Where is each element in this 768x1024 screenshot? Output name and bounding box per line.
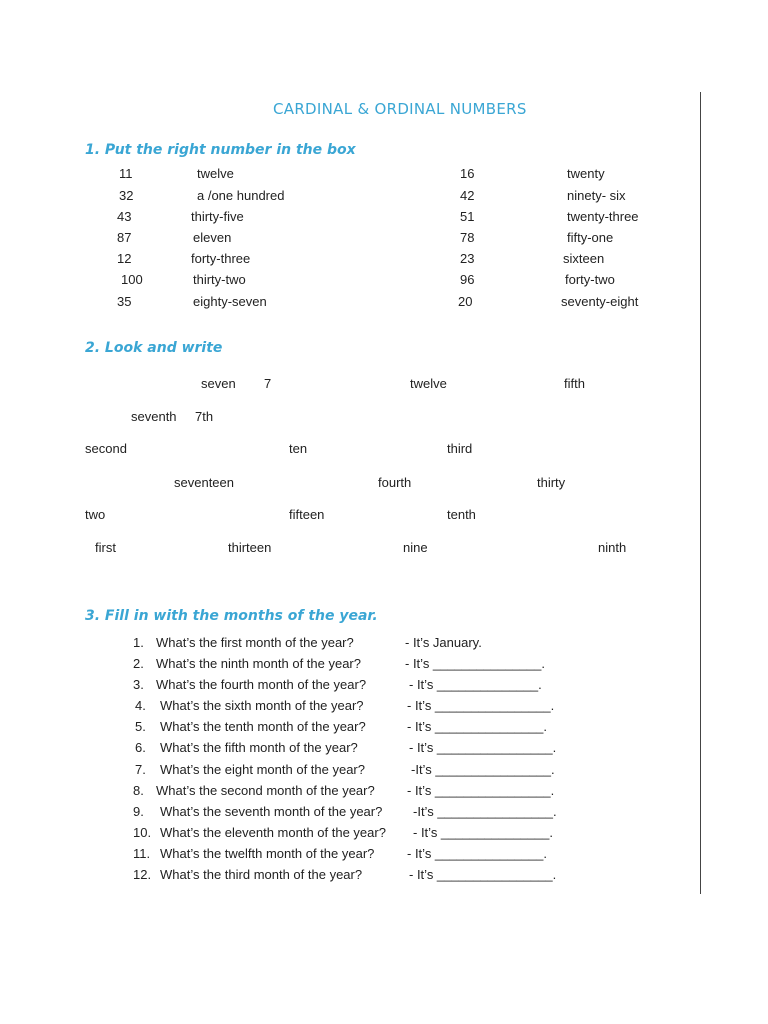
s2-word: twelve xyxy=(410,376,447,391)
s3-answer: - It’s ________________. xyxy=(409,867,557,882)
s3-answer: -It’s ________________. xyxy=(413,804,557,819)
s1-right-word: sixteen xyxy=(563,251,605,266)
s3-item-number: 8. xyxy=(133,783,144,798)
s1-left-num: 11 xyxy=(119,166,133,181)
s3-item-number: 3. xyxy=(133,677,144,692)
s2-word: thirty xyxy=(537,475,566,490)
s1-left-word: eleven xyxy=(193,230,232,245)
s2-word: seventeen xyxy=(174,475,234,490)
s3-question: What’s the fourth month of the year? xyxy=(156,677,367,692)
section-2-heading: 2. Look and write xyxy=(85,340,223,356)
s3-item-number: 4. xyxy=(135,698,146,713)
s3-answer: - It’s _______________. xyxy=(413,825,553,840)
s1-right-word: seventy-eight xyxy=(561,294,639,309)
s1-left-word: a /one hundred xyxy=(197,188,285,203)
s2-word: first xyxy=(95,540,116,555)
s2-word: fifth xyxy=(564,376,585,391)
page-title: CARDINAL & ORDINAL NUMBERS xyxy=(273,100,527,118)
s1-right-num: 51 xyxy=(460,209,475,224)
s2-word: ten xyxy=(289,441,308,456)
s2-word: fifteen xyxy=(289,507,325,522)
s1-right-word: forty-two xyxy=(565,272,615,287)
s3-question: What’s the third month of the year? xyxy=(160,867,363,882)
s3-item-number: 5. xyxy=(135,719,146,734)
s3-item-number: 7. xyxy=(135,762,146,777)
s1-right-num: 20 xyxy=(458,294,473,309)
s3-item-number: 10. xyxy=(133,825,152,840)
s2-word: seventh xyxy=(131,409,177,424)
s1-left-word: forty-three xyxy=(191,251,251,266)
s1-left-num: 87 xyxy=(117,230,132,245)
s2-word: thirteen xyxy=(228,540,272,555)
s2-word: seven xyxy=(201,376,236,391)
s1-left-word: eighty-seven xyxy=(193,294,267,309)
s1-left-num: 43 xyxy=(117,209,132,224)
s1-left-num: 35 xyxy=(117,294,132,309)
s3-answer: - It’s January. xyxy=(405,635,482,650)
s1-right-word: twenty xyxy=(567,166,605,181)
s3-answer: - It’s ______________. xyxy=(409,677,542,692)
s2-word: 7 xyxy=(264,376,272,391)
s3-question: What’s the seventh month of the year? xyxy=(160,804,383,819)
s1-left-word: thirty-five xyxy=(191,209,244,224)
s3-item-number: 2. xyxy=(133,656,144,671)
section-1-heading: 1. Put the right number in the box xyxy=(85,142,356,158)
s1-left-num: 12 xyxy=(117,251,132,266)
s1-left-num: 100 xyxy=(121,272,143,287)
s2-word: ninth xyxy=(598,540,627,555)
s3-question: What’s the second month of the year? xyxy=(156,783,375,798)
s3-answer: - It’s _______________. xyxy=(405,656,545,671)
s3-item-number: 1. xyxy=(133,635,144,650)
s3-question: What’s the eleventh month of the year? xyxy=(160,825,386,840)
s2-word: fourth xyxy=(378,475,412,490)
s2-word: two xyxy=(85,507,106,522)
s2-word: second xyxy=(85,441,127,456)
s1-left-word: twelve xyxy=(197,166,234,181)
s1-right-word: twenty-three xyxy=(567,209,639,224)
s3-question: What’s the fifth month of the year? xyxy=(160,740,358,755)
s3-answer: -It’s ________________. xyxy=(411,762,555,777)
s3-item-number: 9. xyxy=(133,804,144,819)
s2-word: 7th xyxy=(195,409,214,424)
s3-question: What’s the twelfth month of the year? xyxy=(160,846,375,861)
s1-left-word: thirty-two xyxy=(193,272,246,287)
s3-answer: - It’s ________________. xyxy=(407,698,555,713)
s3-item-number: 12. xyxy=(133,867,152,882)
s1-left-num: 32 xyxy=(119,188,134,203)
s3-question: What’s the first month of the year? xyxy=(156,635,354,650)
s3-item-number: 6. xyxy=(135,740,146,755)
s3-answer: - It’s ________________. xyxy=(407,783,555,798)
s2-word: third xyxy=(447,441,473,456)
s3-answer: - It’s ________________. xyxy=(409,740,557,755)
s1-right-num: 23 xyxy=(460,251,475,266)
s2-word: nine xyxy=(403,540,428,555)
s3-answer: - It’s _______________. xyxy=(407,846,547,861)
s1-right-word: fifty-one xyxy=(567,230,614,245)
s2-word: tenth xyxy=(447,507,476,522)
page-edge-line xyxy=(700,92,701,894)
s3-answer: - It’s _______________. xyxy=(407,719,547,734)
s3-question: What’s the ninth month of the year? xyxy=(156,656,361,671)
s1-right-num: 78 xyxy=(460,230,475,245)
s1-right-num: 96 xyxy=(460,272,475,287)
s3-item-number: 11. xyxy=(133,846,151,861)
s3-question: What’s the sixth month of the year? xyxy=(160,698,364,713)
s1-right-num: 42 xyxy=(460,188,475,203)
s3-question: What’s the eight month of the year? xyxy=(160,762,365,777)
s1-right-word: ninety- six xyxy=(567,188,626,203)
s3-question: What’s the tenth month of the year? xyxy=(160,719,366,734)
section-3-heading: 3. Fill in with the months of the year. xyxy=(85,608,378,624)
s1-right-num: 16 xyxy=(460,166,475,181)
